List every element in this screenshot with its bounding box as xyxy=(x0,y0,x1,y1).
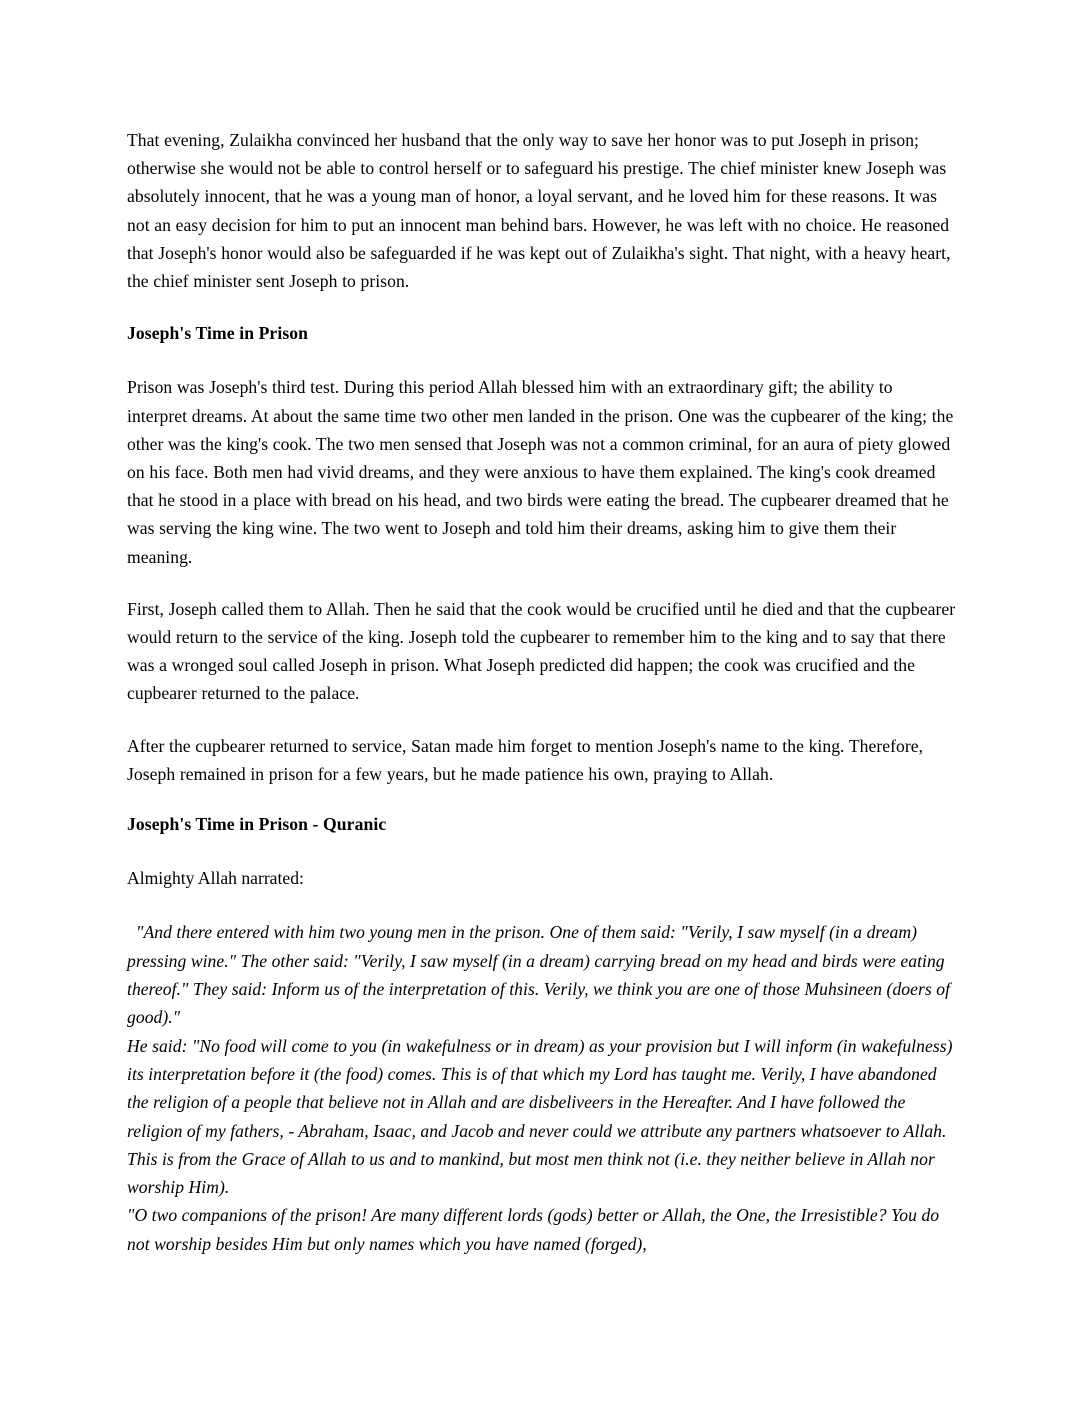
paragraph-cupbearer-forgot: After the cupbearer returned to service, Satan made him forget to mention Joseph's name to the king. Therefore, Joseph remained in prison for a few years, but he made patience his own, praying to Allah. xyxy=(127,735,924,784)
paragraph-dream-interpretation: First, Joseph called them to Allah. Then he said that the cook would be crucified until he died and that the cupbearer would return to the service of the king. Joseph told the cupbearer to remember him to the king and to say that there was a wronged soul called Joseph in prison. What Joseph predicted did happen; the cook was crucified and the cupbearer returned to the palace. xyxy=(127,598,956,704)
paragraph-third-test: Prison was Joseph's third test. During this period Allah blessed him with an extraordinary gift; the ability to interpret dreams. At about the same time two other men landed in the prison. One was the cupbearer of the king; the other was the king's cook. The two men sensed that Joseph was not a common criminal, for an aura of piety glowed on his face. Both men had vivid dreams, and they were anxious to have them explained. The king's cook dreamed that he stood in a place with bread on his head, and two birds were eating the bread. The cupbearer dreamed that he was serving the king wine. The two went to Joseph and told him their dreams, asking him to give them their meaning. xyxy=(127,377,954,567)
quote-lead-in: Almighty Allah narrated: xyxy=(127,868,304,889)
section-heading-josephs-time-in-prison-quranic: Joseph's Time in Prison - Quranic xyxy=(127,814,387,835)
quranic-quote-block xyxy=(127,918,957,1258)
quote-passage-two: He said: "No food will come to you (in wakefulness or in dream) as your provision but I will inform (in wakefulness) its interpretation before it (the food) comes. This is of that which my Lord has taught me. Verily, I have abandoned the religion of a people that believe not in Allah and are disbeliveers in the Hereafter. And I have followed the religion of my fathers, - Abraham, Isaac, and Jacob and never could we attribute any partners whatsoever to Allah. This is from the Grace of Allah to us and to mankind, but most men think not (i.e. they neither believe in Allah nor worship Him). xyxy=(127,1035,953,1198)
paragraph-prison-decision: That evening, Zulaikha convinced her husband that the only way to save her honor was to put Joseph in prison; otherwise she would not be able to control herself or to safeguard his prestige. The chief minister knew Joseph was absolutely innocent, that he was a young man of honor, a loyal servant, and he loved him for these reasons. It was not an easy decision for him to put an innocent man behind bars. However, he was left with no choice. He reasoned that Joseph's honor would also be safeguarded if he was kept out of Zulaikha's sight. That night, with a heavy heart, the chief minister sent Joseph to prison. xyxy=(127,130,951,292)
page-text-column xyxy=(127,126,957,1258)
quote-passage-one: "And there entered with him two young men in the prison. One of them said: "Verily, I saw myself (in a dream) pressing wine." The other said: "Verily, I saw myself (in a dream) carrying bread on my head and birds were eating thereof." They said: Inform us of the interpretation of this. Verily, we think you are one of those Muhsineen (doers of good)." xyxy=(127,922,951,1028)
quote-passage-three: "O two companions of the prison! Are many different lords (gods) better or Allah, the One, the Irresistible? You do not worship besides Him but only names which you have named (forged), xyxy=(127,1205,940,1254)
section-heading-josephs-time-in-prison: Joseph's Time in Prison xyxy=(127,323,309,344)
